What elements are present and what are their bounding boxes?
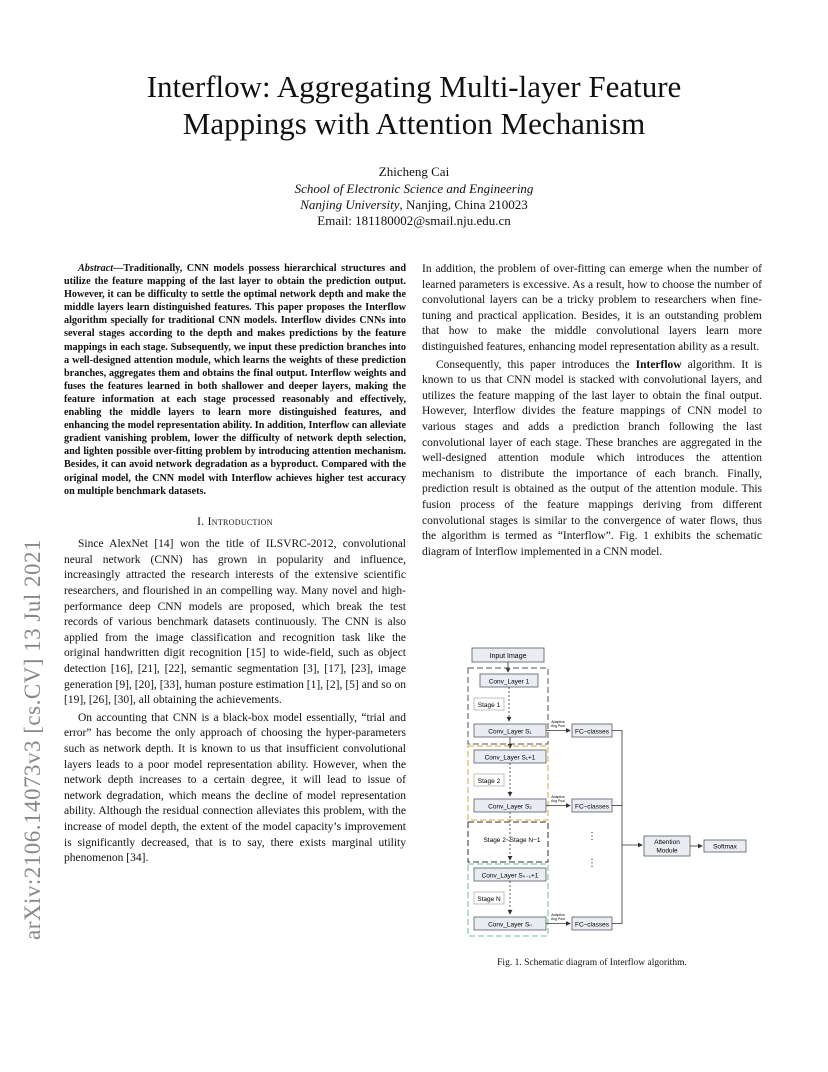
intro-paragraph-1: Since AlexNet [14] won the title of ILSVRC-2012, convolutional neural network (CNN) has grown in popularity and influence, increasingly attracted the research interests of the extensive scientific researchers, and flourished in an compelling way. Many novel and high-performance deep CNN models are proposed, which break the test records of various benchmark datasets continuously. The CNN is also applied from the image classification and recognition task like the original handwritten digit recognition [15] to wide-field, such as object detection [16], [21], [22], semantic segmentation [3], [17], [23], image generation [9], [20], [33], human posture estimation [1], [2], [5] and so on [19], [26], [30], all obtaining the achievements.: [64, 538, 406, 707]
branch-2-pool-label-b: Avg Pool: [551, 799, 565, 803]
abstract-lead: Abstract: [78, 263, 114, 274]
right-paragraph-2-pre: Consequently, this paper introduces the: [436, 358, 636, 371]
middle-stages-label: Stage 2~Stage N−1: [483, 837, 541, 844]
conv-layer-sn-label: Conv_Layer Sₙ: [488, 921, 532, 929]
arxiv-side-stamp: arXiv:2106.14073v3 [cs.CV] 13 Jul 2021: [20, 538, 45, 940]
fc-classes-label-n: FC–classes: [575, 921, 609, 929]
softmax-label: Softmax: [713, 843, 737, 851]
figure-interflow-diagram: [462, 644, 762, 944]
conv-layer-s1-plus-label: Conv_Layer S₁+1: [484, 754, 536, 762]
branch-n-pool-label-a: Adaptive: [551, 913, 565, 917]
paper-title-line-1: Interflow: Aggregating Multi-layer Feature: [146, 69, 682, 104]
paper-title-line-2: Mappings with Attention Mechanism: [182, 106, 646, 141]
diagram-svg: [462, 644, 762, 944]
author-email: Email: 181180002@smail.nju.edu.cn: [317, 213, 511, 228]
attention-label-1: Attention: [654, 839, 680, 846]
branch-1-pool-label-b: Avg Pool: [551, 724, 565, 728]
right-paragraph-2: [422, 358, 762, 561]
abstract-text: —Traditionally, CNN models possess hierarchical structures and utilize the feature mapping of the last layer to obtain the prediction output. However, it can be difficulty to settle the optimal network depth and make the middle layers learn distinguished features. This paper proposes the Interflow algorithm specially for traditional CNN models. Interflow divides CNNs into several stages according to the depth and makes predictions by the feature mappings in each stage. Subsequently, we input these prediction branches into a well-designed attention module, which learns the weights of these prediction branches, aggregates them and obtains the final output. Interflow weights and fuses the features learned in both shallower and deeper layers, making the feature information at each stage processed reasonably and effectively, enabling the middle layers to learn more distinguished features, and enhancing the model representation ability. In addition, Interflow can alleviate gradient vanishing problem, lower the difficulty of network depth selection, and lighten possible over-fitting problem by introducing attention mechanism. Besides, it can avoid network degradation as a byproduct. Compared with the original model, the CNN model with Interflow achieves higher test accuracy on multiple benchmark datasets.: [64, 263, 406, 497]
input-image-label: Input Image: [489, 653, 527, 660]
fc-ellipsis-2: ⋮: [587, 858, 597, 869]
stage-n-label: Stage N: [477, 896, 501, 903]
abstract: [64, 262, 406, 498]
author-university: Nanjing University: [300, 197, 400, 212]
stage-2-label: Stage 2: [477, 778, 501, 785]
section-heading-introduction: I. Introduction: [197, 515, 273, 528]
figure-caption: Fig. 1. Schematic diagram of Interflow algorithm.: [497, 958, 687, 968]
author-block: [60, 164, 768, 229]
intro-paragraph-2: On accounting that CNN is a black-box model essentially, “trial and error” has become the only approach of choosing the hyper-parameters such as network depth. It is known to us that insufficient convolutional layers leads to a poor model representation ability. However, when the network depth increases to a certain degree, it will lead to issue of network degradation, which means the decline of model representation ability. Although the residual connection alleviates this problem, with the increase of model depth, the extent of the model capacity’s improvement is significantly decreased, that is to say, there exists marginal utility phenomenon [34].: [64, 711, 406, 865]
left-column: [64, 262, 406, 869]
branch-1-to-attention: [612, 731, 642, 846]
right-column: [422, 262, 762, 562]
conv-layer-s2-label: Conv_Layer S₂: [488, 803, 532, 811]
author-affiliation: [60, 197, 768, 213]
branch-n-pool-label-b: Avg Pool: [551, 917, 565, 921]
branch-1-pool-label-a: Adaptive: [551, 720, 565, 724]
conv-layer-1-label: Conv_Layer 1: [488, 678, 530, 686]
fc-ellipsis: ⋮: [587, 831, 597, 842]
author-location: , Nanjing, China 210023: [399, 197, 528, 212]
paper-title: [60, 68, 768, 142]
conv-layer-sn1-plus-label: Conv_Layer Sₙ₋₁+1: [481, 872, 539, 880]
attention-label-2: Module: [656, 847, 678, 855]
conv-layer-s1-label: Conv_Layer S₁: [488, 728, 532, 736]
fc-classes-label-1: FC–classes: [575, 728, 609, 736]
branch-2-pool-label-a: Adaptive: [551, 795, 565, 799]
right-paragraph-1: In addition, the problem of over-fitting can emerge when the number of learned parameters is excessive. As a result, how to choose the number of convolutional layers can be a tricky problem to researchers when fine-tuning and practical application. Besides, it is an outstanding problem that how to make the middle convolutional layers learn more distinguished features, enhancing model representation ability as a result.: [422, 263, 762, 353]
branch-n-to-attention: [612, 845, 622, 924]
fc-classes-label-2: FC–classes: [575, 803, 609, 811]
right-paragraph-2-post: algorithm. It is known to us that CNN model is stacked with convolutional layers, and utilizes the feature mapping of the last layer to obtain the final output. However, Interflow divides the feature mappings of CNN model to various stages and adds a prediction branch following the last convolutional layer of each stage. These branches are aggregated in the well-designed attention module which introduces the attention mechanism to distribute the importance of each branch. Finally, prediction result is obtained as the output of the attention module. This fusion process of the feature mappings deriving from different convolutional stages is similar to the convergence of water flows, thus the algorithm is termed as “Interflow”. Fig. 1 exhibits the schematic diagram of Interflow implemented in a CNN model.: [422, 358, 762, 558]
stage-1-label: Stage 1: [477, 702, 501, 709]
author-school: School of Electronic Science and Engineering: [294, 181, 534, 196]
author-name: Zhicheng Cai: [378, 164, 450, 179]
interflow-term: Interflow: [635, 358, 682, 371]
